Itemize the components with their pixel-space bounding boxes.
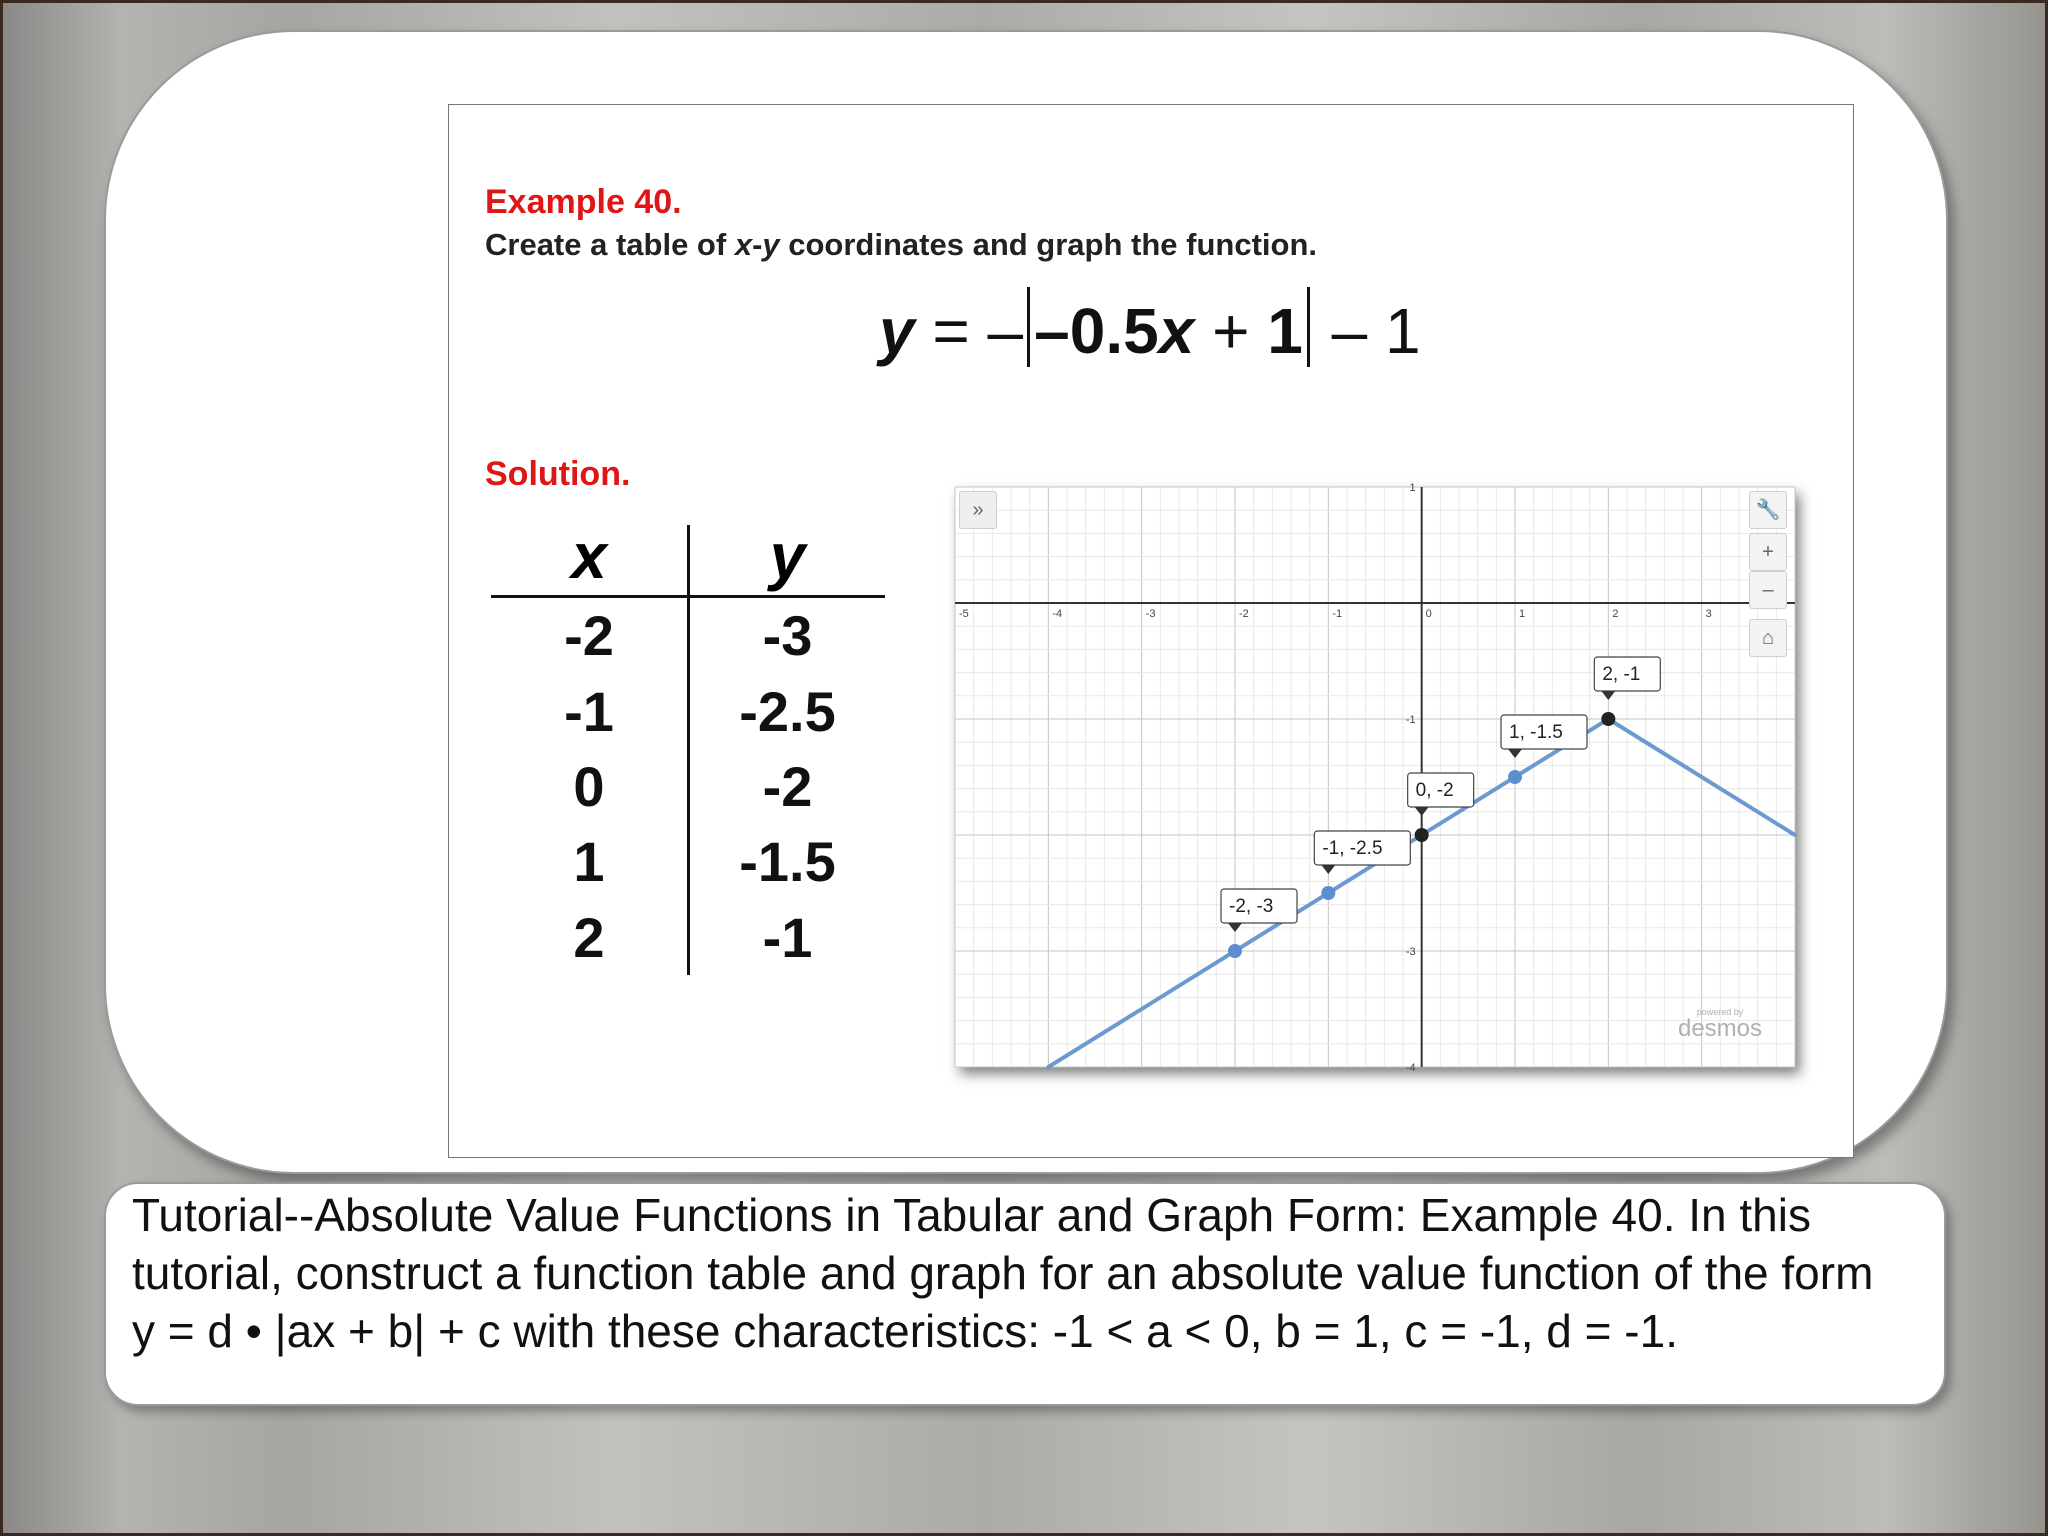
y-tick-label: -3: [1405, 946, 1416, 958]
table-cell-x: -2: [564, 604, 614, 667]
x-tick-label: -5: [959, 608, 969, 620]
table-header-y: y: [769, 520, 806, 592]
xy-table: [491, 520, 885, 975]
watermark-small-text: powered by: [1696, 1007, 1744, 1017]
solution-title: Solution.: [485, 455, 631, 493]
point-label: 2, -1: [1602, 664, 1641, 685]
x-tick-label: -4: [1052, 608, 1063, 620]
x-tick-label: -1: [1332, 608, 1343, 620]
data-point: [1415, 828, 1429, 842]
table-cell-y: -1.5: [739, 830, 836, 893]
point-label: -2, -3: [1229, 896, 1274, 917]
point-label-pointer: [1321, 865, 1335, 874]
y-tick-label: -4: [1405, 1062, 1416, 1074]
caption-box: [104, 1182, 1946, 1406]
settings-button[interactable]: [1749, 491, 1787, 529]
y-tick-label: -1: [1405, 714, 1416, 726]
x-tick-label: -2: [1239, 608, 1249, 620]
data-point: [1508, 770, 1522, 784]
table-cell-y: -2: [762, 755, 813, 818]
graph-canvas[interactable]: [955, 482, 1795, 1074]
y-tick-label: 1: [1409, 482, 1416, 494]
wrench-icon: 🔧: [1755, 499, 1781, 521]
zoom-out-button[interactable]: –: [1749, 571, 1787, 609]
point-label-pointer: [1508, 749, 1522, 758]
abs-bar-right: [1307, 287, 1310, 367]
table-cell-y: -1: [762, 906, 813, 969]
table-header-x: x: [571, 520, 607, 592]
slide-card: [104, 30, 1948, 1174]
point-label: -1, -2.5: [1322, 838, 1383, 859]
function-equation: y = – –0.5x + 1 – 1: [879, 287, 1421, 368]
watermark-text: desmos: [1677, 1015, 1763, 1042]
x-tick-label: -3: [1145, 608, 1156, 620]
lesson-slide: [448, 104, 1854, 1158]
instruction-text: Create a table of x-y coordinates and graph the function.: [485, 227, 1317, 262]
desmos-graph[interactable]: [955, 482, 1795, 1074]
x-tick-label: 3: [1705, 608, 1712, 620]
table-cell-x: 2: [573, 906, 605, 969]
x-tick-label: 0: [1425, 608, 1432, 620]
data-point: [1228, 944, 1242, 958]
home-button[interactable]: [1749, 619, 1787, 657]
data-point: [1321, 886, 1335, 900]
home-icon: ⌂: [1761, 627, 1775, 649]
table-cell-x: -1: [564, 680, 614, 743]
table-cell-y: -3: [762, 604, 813, 667]
point-label: 0, -2: [1415, 780, 1454, 801]
table-cell-x: 0: [573, 755, 605, 818]
x-tick-label: 1: [1519, 608, 1526, 620]
table-cell-y: -2.5: [739, 680, 836, 743]
point-label: 1, -1.5: [1509, 722, 1563, 743]
table-cell-x: 1: [573, 830, 605, 893]
collapse-panel-button[interactable]: [959, 491, 997, 529]
desmos-watermark: [1675, 1007, 1765, 1041]
zoom-in-button[interactable]: +: [1749, 533, 1787, 571]
x-tick-label: 2: [1612, 608, 1619, 620]
data-point: [1601, 712, 1615, 726]
caption-text: Tutorial--Absolute Value Functions in Tabular and Graph Form: Example 40. In this tutorial, construct a function table and graph for an absolute value function of the form y = d • |ax + b| + c with these characteristics: -1 < a < 0, b = 1, c = -1, d = -1.: [132, 1189, 1874, 1357]
double-chevron-right-icon: »: [972, 499, 984, 521]
example-title: Example 40.: [485, 183, 682, 221]
abs-bar-left: [1027, 287, 1030, 367]
